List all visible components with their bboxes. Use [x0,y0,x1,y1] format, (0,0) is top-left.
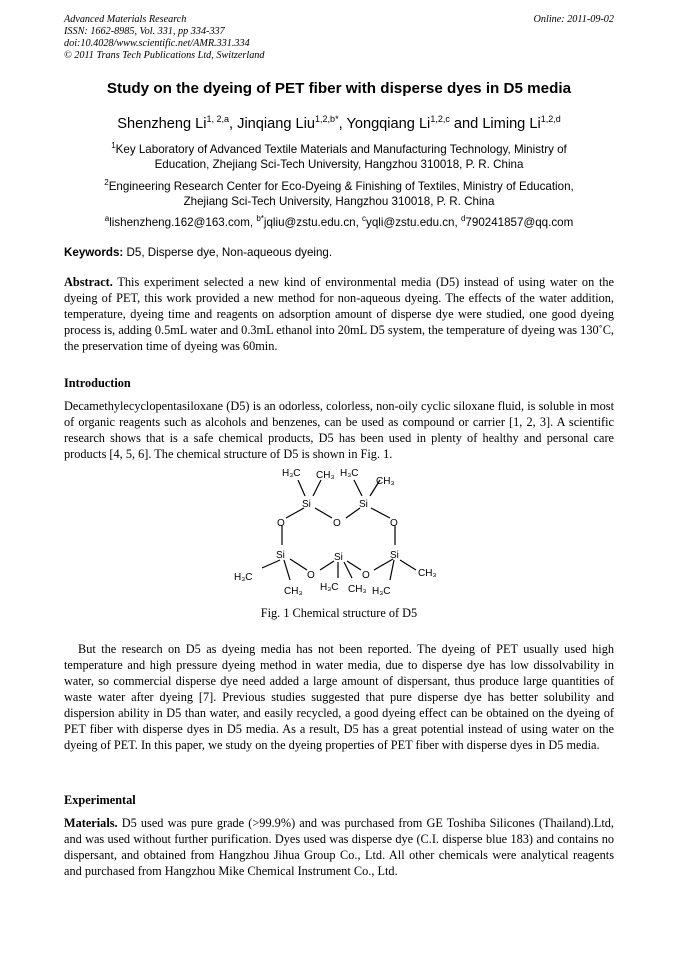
affil-sup: 2 [104,178,109,187]
author-name: Jinqiang Liu [237,115,316,132]
author-affil-sup: 1,2,d [540,114,561,124]
copyright: © 2011 Trans Tech Publications Ltd, Switzerland [64,50,265,61]
author-name: Shenzheng Li [117,115,207,132]
introduction-paragraph: Decamethylecyclopentasiloxane (D5) is an odorless, colorless, non-oily cyclic siloxane fluid, is soluble in most of organic reagents such as alcohols and benzenes, can be used as compound or carrier [1, 2, 3]. A scientific research shows that is a safe chemical products, D5 has been used in plenty of healthy and personal care products [4, 5, 6]. The chemical structure of D5 is shown in Fig. 1. [64,399,614,461]
methyl-label: CH₃ [376,476,395,487]
silicon-atom-label: Si [276,550,285,561]
experimental-heading: Experimental [64,793,136,807]
email-link[interactable]: yqli@zstu.edu.cn, [366,215,458,229]
affiliation-2 [60,175,618,209]
affil-line: Education, Zhejiang Sci-Tech University, Hangzhou 310018, P. R. China [154,157,524,171]
introduction-heading: Introduction [64,376,131,390]
email-link[interactable]: 790241857@qq.com [465,215,574,229]
author-list: Shenzheng Li$^{1, 2,a}$, Jinqiang Liu$^{1,2,b*}$, Yongqiang Li$^{1,2,c}$ and Liming Li$^{1,2,d}$ [117,114,561,132]
affil-line: Key Laboratory of Advanced Textile Materials and Manufacturing Technology, Ministry of [115,142,567,156]
materials-text: D5 used was pure grade (>99.9%) and was purchased from GE Toshiba Silicones (Thailand).Ltd, and was used without further purification. Dyes used was disperse dye (C.I. disperse blue 183) and contains no dispersant, and obtained from Hangzhou Jihua Group Co., Ltd. All other chemicals were analytical reagents and purchased from Hangzhou Mike Chemical Instrument Co., Ltd. [64,816,615,878]
oxygen-atom-label: O [277,518,285,529]
author-affil-sup: 1,2,b* [315,114,339,124]
methyl-label: H₃C [320,582,339,593]
email-sup: d [460,214,466,223]
online-date: Online: 2011-09-02 [533,14,614,25]
affiliation-1 [60,138,618,172]
d5-structure-diagram [220,460,460,600]
abstract-label: Abstract. [64,275,113,289]
oxygen-atom-label: O [390,518,398,529]
methyl-label: H₃C [234,572,253,583]
abstract-text: This experiment selected a new kind of environmental media (D5) instead of using water on the dyeing of PET, this work provided a new method for non-aqueous dyeing. The effects of the water addition, temperature, dyeing time and reagents on adsorption amount of disperse dye were studied, one good dyeing process is, adding 0.5mL water and 0.3mL ethanol into 20mL D5 system, the temperature of dyeing was 130˚C, the preservation time of dyeing was 60min. [64,275,614,353]
methyl-label: CH₃ [284,586,303,597]
methyl-label: CH₃ [316,470,335,481]
affil-sup: 1 [111,141,116,150]
methyl-label: CH₃ [418,568,437,579]
keywords [64,246,332,259]
journal-name: Advanced Materials Research [64,14,187,25]
silicon-atom-label: Si [302,499,311,510]
email-link[interactable]: lishenzheng.162@163.com, [109,215,254,229]
author-name: Yongqiang Li [346,115,431,132]
oxygen-atom-label: O [333,518,341,529]
abstract [64,274,614,354]
paper-title: Study on the dyeing of PET fiber with disperse dyes in D5 media [106,80,572,97]
oxygen-atom-label: O [362,570,370,581]
methyl-label: H₃C [340,468,359,479]
methyl-label: H₃C [282,468,301,479]
oxygen-atom-label: O [307,570,315,581]
silicon-atom-label: Si [359,499,368,510]
methyl-label: H₃C [372,586,391,597]
methyl-label: CH₃ [348,584,367,595]
author-affil-sup: 1,2,c [430,114,450,124]
email-sup: c [362,214,367,223]
silicon-atom-label: Si [390,550,399,561]
author-and: and [453,115,479,132]
email-sup: b* [256,214,264,223]
silicon-atom-label: Si [334,552,343,563]
keywords-label: Keywords: [64,246,124,259]
author-affil-sup: 1, 2,a [206,114,230,124]
affil-line: Zhejiang Sci-Tech University, Hangzhou 310018, P. R. China [183,194,495,208]
materials-label: Materials. [64,816,118,830]
issn: ISSN: 1662-8985, Vol. 331, pp 334-337 [64,26,225,37]
affil-line: Engineering Research Center for Eco-Dyeing & Finishing of Textiles, Ministry of Education, [108,179,574,193]
body-paragraph: But the research on D5 as dyeing media has not been reported. The dyeing of PET usually used high temperature and high pressure dyeing method in water media, due to disperse dye has low dissolvability in water, so commercial disperse dye need added a large amount of dispersant, thus produce large quantities of waste water after dyeing [7]. Previous studies suggested that pure disperse dye has better solubility and dispersion ability in D5 than water, and easily recycled, a good dyeing effect can be obtained on the dyeing of PET fiber with disperse dyes in D5 media. As a result, D5 has a great potential instead of using water on the dyeing of PET. In this paper, we study on the dyeing properties of PET fiber with disperse dyes in D5 media. [64,642,614,752]
author-emails [60,211,618,230]
author-name: Liming Li [482,115,541,132]
journal-header [64,14,264,62]
materials-paragraph [64,815,614,879]
email-sup: a [104,214,110,223]
figure-caption: Fig. 1 Chemical structure of D5 [260,606,418,620]
email-link[interactable]: jqliu@zstu.edu.cn, [263,215,359,229]
keywords-text: D5, Disperse dye, Non-aqueous dyeing. [126,246,333,259]
doi: doi:10.4028/www.scientific.net/AMR.331.334 [64,38,250,49]
